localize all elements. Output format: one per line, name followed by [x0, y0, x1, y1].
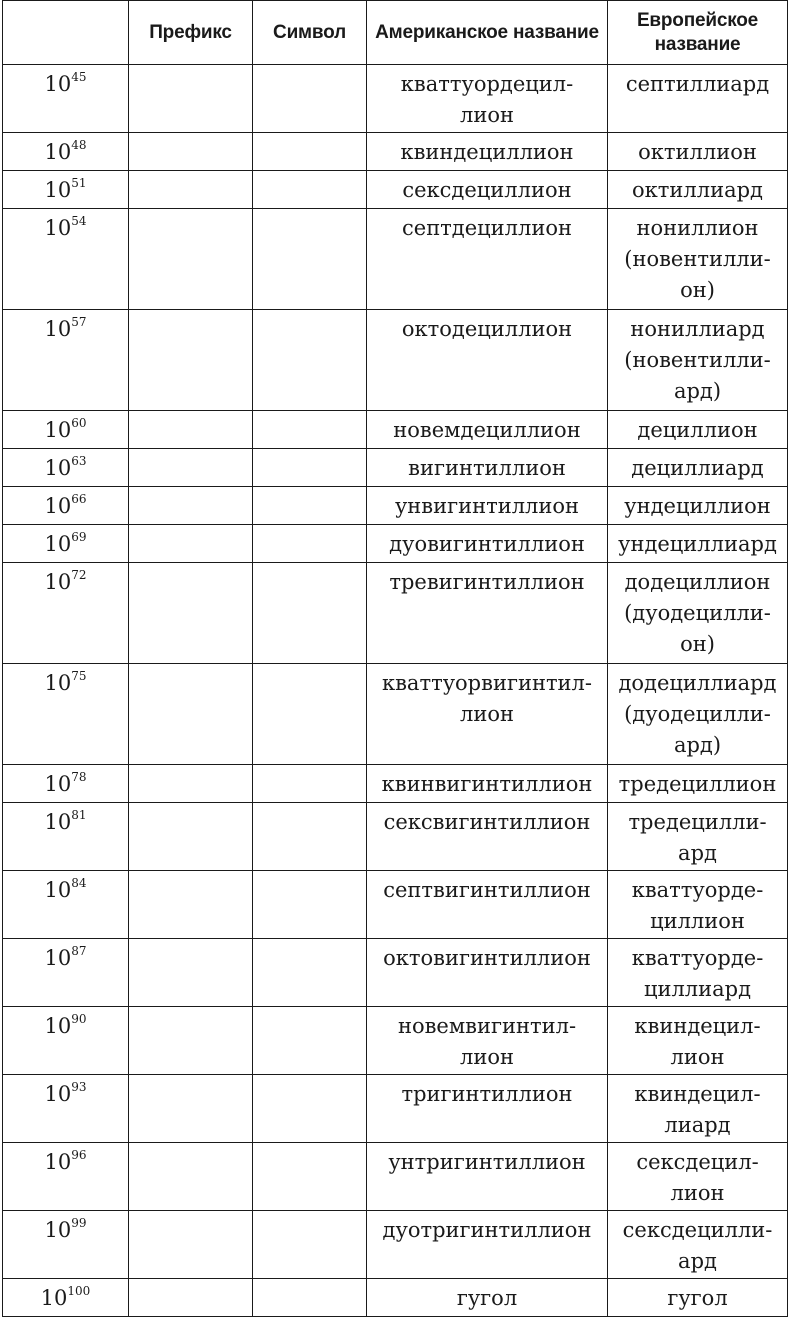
american-name-cell: квиндециллион — [367, 133, 608, 171]
prefix-cell — [129, 939, 253, 1007]
european-name-cell: кваттуорде- циллион — [608, 871, 788, 939]
power-base: 10 — [44, 456, 72, 480]
number-names-table — [2, 0, 788, 1317]
power-exponent: 100 — [67, 1284, 91, 1298]
symbol-cell — [253, 133, 367, 171]
symbol-cell — [253, 310, 367, 411]
power-of-ten-cell — [3, 765, 129, 803]
power-base: 10 — [44, 418, 72, 442]
power-base: 10 — [44, 178, 72, 202]
american-name-cell: кваттуордецил- лион — [367, 65, 608, 133]
power-of-ten-cell — [3, 871, 129, 939]
power-of-ten-cell — [3, 1211, 129, 1279]
american-name-cell: октодециллион — [367, 310, 608, 411]
european-name-cell: квиндецил- лиард — [608, 1075, 788, 1143]
power-exponent: 78 — [71, 770, 87, 784]
power-of-ten-cell — [3, 171, 129, 209]
symbol-cell — [253, 871, 367, 939]
european-name-cell: тредецилли- ард — [608, 803, 788, 871]
power-exponent: 72 — [71, 568, 87, 582]
european-name-cell: додециллион (дуодецилли- он) — [608, 563, 788, 664]
power-base: 10 — [44, 810, 72, 834]
power-of-ten-cell — [3, 664, 129, 765]
symbol-cell — [253, 563, 367, 664]
symbol-cell — [253, 1211, 367, 1279]
european-name-cell: кваттуорде- циллиард — [608, 939, 788, 1007]
power-base: 10 — [44, 216, 72, 240]
prefix-cell — [129, 411, 253, 449]
symbol-cell — [253, 664, 367, 765]
european-name-cell: септиллиард — [608, 65, 788, 133]
table-row — [3, 1279, 788, 1317]
american-name-cell: сексвигинтиллион — [367, 803, 608, 871]
table-row — [3, 449, 788, 487]
prefix-cell — [129, 664, 253, 765]
american-name-cell: дуовигинтиллион — [367, 525, 608, 563]
table-row — [3, 525, 788, 563]
power-base: 10 — [44, 671, 72, 695]
power-exponent: 51 — [71, 176, 87, 190]
european-name-cell: сексдецил- лион — [608, 1143, 788, 1211]
power-exponent: 84 — [71, 876, 87, 890]
power-base: 10 — [44, 317, 72, 341]
symbol-cell — [253, 449, 367, 487]
power-of-ten-cell — [3, 310, 129, 411]
american-name-cell: октовигинтиллион — [367, 939, 608, 1007]
prefix-cell — [129, 1075, 253, 1143]
table-row — [3, 171, 788, 209]
prefix-cell — [129, 765, 253, 803]
table-body — [3, 65, 788, 1317]
american-name-cell: унвигинтиллион — [367, 487, 608, 525]
european-name-cell: нониллиард (новентилли- ард) — [608, 310, 788, 411]
power-exponent: 57 — [71, 315, 87, 329]
table-row — [3, 563, 788, 664]
power-base: 10 — [44, 772, 72, 796]
power-exponent: 66 — [71, 492, 87, 506]
european-name-cell: гугол — [608, 1279, 788, 1317]
table-row — [3, 411, 788, 449]
american-name-cell: новемвигинтил- лион — [367, 1007, 608, 1075]
header-american-name: Американское название — [367, 1, 608, 65]
prefix-cell — [129, 209, 253, 310]
power-exponent: 63 — [71, 454, 87, 468]
symbol-cell — [253, 65, 367, 133]
american-name-cell: дуотригинтиллион — [367, 1211, 608, 1279]
american-name-cell: квинвигинтиллион — [367, 765, 608, 803]
power-base: 10 — [44, 1014, 72, 1038]
power-of-ten-cell — [3, 1075, 129, 1143]
prefix-cell — [129, 449, 253, 487]
table-row — [3, 209, 788, 310]
power-of-ten-cell — [3, 803, 129, 871]
power-of-ten-cell — [3, 133, 129, 171]
table-row — [3, 939, 788, 1007]
table-row — [3, 871, 788, 939]
power-of-ten-cell — [3, 411, 129, 449]
symbol-cell — [253, 525, 367, 563]
power-exponent: 87 — [71, 944, 87, 958]
power-exponent: 45 — [71, 70, 87, 84]
power-of-ten-cell — [3, 65, 129, 133]
symbol-cell — [253, 209, 367, 310]
american-name-cell: гугол — [367, 1279, 608, 1317]
american-name-cell: унтригинтиллион — [367, 1143, 608, 1211]
prefix-cell — [129, 1007, 253, 1075]
symbol-cell — [253, 1007, 367, 1075]
power-of-ten-cell — [3, 209, 129, 310]
european-name-cell: тредециллион — [608, 765, 788, 803]
american-name-cell: тригинтиллион — [367, 1075, 608, 1143]
european-name-cell: октиллион — [608, 133, 788, 171]
power-base: 10 — [44, 570, 72, 594]
symbol-cell — [253, 765, 367, 803]
prefix-cell — [129, 871, 253, 939]
prefix-cell — [129, 171, 253, 209]
european-name-cell: додециллиард (дуодецилли- ард) — [608, 664, 788, 765]
american-name-cell: септдециллион — [367, 209, 608, 310]
symbol-cell — [253, 487, 367, 525]
power-base: 10 — [44, 946, 72, 970]
power-base: 10 — [40, 1286, 68, 1310]
power-base: 10 — [44, 72, 72, 96]
power-base: 10 — [44, 1218, 72, 1242]
american-name-cell: сексдециллион — [367, 171, 608, 209]
power-exponent: 60 — [71, 416, 87, 430]
european-name-cell: октиллиард — [608, 171, 788, 209]
power-base: 10 — [44, 494, 72, 518]
table-row — [3, 1007, 788, 1075]
european-name-cell: дециллион — [608, 411, 788, 449]
power-base: 10 — [44, 532, 72, 556]
symbol-cell — [253, 1075, 367, 1143]
power-base: 10 — [44, 1150, 72, 1174]
prefix-cell — [129, 65, 253, 133]
european-name-cell: сексдецилли- ард — [608, 1211, 788, 1279]
american-name-cell: кваттуорвигинтил- лион — [367, 664, 608, 765]
header-row — [3, 1, 788, 65]
header-symbol: Символ — [253, 1, 367, 65]
power-exponent: 75 — [71, 669, 87, 683]
prefix-cell — [129, 563, 253, 664]
header-european-name: Европейское название — [608, 1, 788, 65]
power-of-ten-cell — [3, 1279, 129, 1317]
american-name-cell: тревигинтиллион — [367, 563, 608, 664]
power-base: 10 — [44, 878, 72, 902]
power-exponent: 90 — [71, 1012, 87, 1026]
power-exponent: 69 — [71, 530, 87, 544]
table-row — [3, 803, 788, 871]
prefix-cell — [129, 487, 253, 525]
power-of-ten-cell — [3, 939, 129, 1007]
power-exponent: 54 — [71, 214, 87, 228]
symbol-cell — [253, 171, 367, 209]
symbol-cell — [253, 411, 367, 449]
prefix-cell — [129, 1279, 253, 1317]
table-row — [3, 1143, 788, 1211]
symbol-cell — [253, 939, 367, 1007]
power-exponent: 93 — [71, 1080, 87, 1094]
power-base: 10 — [44, 140, 72, 164]
european-name-cell: дециллиард — [608, 449, 788, 487]
table-row — [3, 1075, 788, 1143]
power-of-ten-cell — [3, 1007, 129, 1075]
power-exponent: 96 — [71, 1148, 87, 1162]
american-name-cell: вигинтиллион — [367, 449, 608, 487]
symbol-cell — [253, 1279, 367, 1317]
table-row — [3, 65, 788, 133]
table-row — [3, 133, 788, 171]
european-name-cell: нониллион (новентилли- он) — [608, 209, 788, 310]
american-name-cell: новемдециллион — [367, 411, 608, 449]
american-name-cell: септвигинтиллион — [367, 871, 608, 939]
power-base: 10 — [44, 1082, 72, 1106]
power-exponent: 81 — [71, 808, 87, 822]
prefix-cell — [129, 1143, 253, 1211]
european-name-cell: ундециллиард — [608, 525, 788, 563]
european-name-cell: ундециллион — [608, 487, 788, 525]
header-prefix: Префикс — [129, 1, 253, 65]
prefix-cell — [129, 525, 253, 563]
table-row — [3, 664, 788, 765]
power-exponent: 48 — [71, 138, 87, 152]
power-of-ten-cell — [3, 563, 129, 664]
power-of-ten-cell — [3, 487, 129, 525]
table-row — [3, 1211, 788, 1279]
european-name-cell: квиндецил- лион — [608, 1007, 788, 1075]
header-power — [3, 1, 129, 65]
prefix-cell — [129, 803, 253, 871]
prefix-cell — [129, 1211, 253, 1279]
table-row — [3, 487, 788, 525]
power-of-ten-cell — [3, 449, 129, 487]
table-row — [3, 310, 788, 411]
symbol-cell — [253, 1143, 367, 1211]
power-exponent: 99 — [71, 1216, 87, 1230]
prefix-cell — [129, 133, 253, 171]
power-of-ten-cell — [3, 525, 129, 563]
power-of-ten-cell — [3, 1143, 129, 1211]
symbol-cell — [253, 803, 367, 871]
prefix-cell — [129, 310, 253, 411]
table-row — [3, 765, 788, 803]
